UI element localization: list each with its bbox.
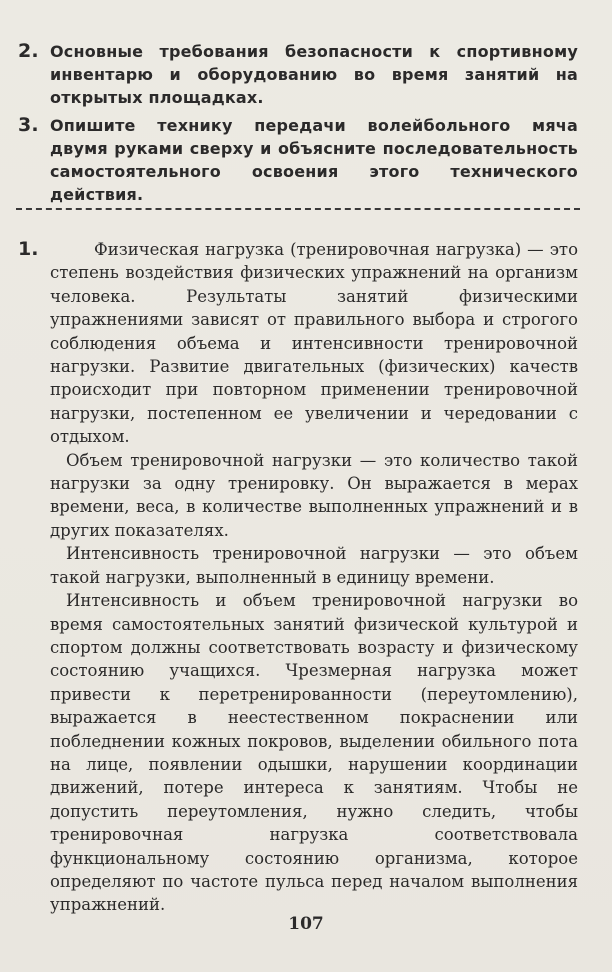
section-divider — [16, 208, 580, 210]
answer-paragraph: Объем тренировочной нагрузки — это количество такой нагрузки за одну тренировку. Он выражается в мерах времени, веса, в количестве выполненных упражнений и в других показателях. — [50, 450, 578, 540]
question-2 — [18, 40, 578, 109]
answer-1 — [18, 238, 578, 917]
question-number: 3. — [18, 114, 39, 136]
answer-number: 1. — [18, 238, 39, 260]
question-3 — [18, 114, 578, 206]
page-number: 107 — [288, 914, 324, 934]
question-text: Опишите технику передачи волейбольного мяча двумя руками сверху и объясните последовательность самостоятельного освоения этого технического действия. — [50, 116, 578, 204]
answer-paragraph: Физическая нагрузка (тренировочная нагрузка) — это степень воздействия физических упражнений на организм человека. Результаты занятий физическими упражнениями зависят от правильного выбора и строгого соблюдения объема и интенсивности тренировочной нагрузки. Развитие двигательных (физических) качеств происходит при повторном применении тренировочной нагрузки, постепенном ее увеличении и чередовании с отдыхом. — [50, 240, 578, 447]
question-text: Основные требования безопасности к спортивному инвентарю и оборудованию во время занятий на открытых площадках. — [50, 42, 578, 107]
answer-paragraph: Интенсивность тренировочной нагрузки — это объем такой нагрузки, выполненный в единицу времени. — [50, 544, 578, 587]
question-number: 2. — [18, 40, 39, 62]
answer-paragraph: Интенсивность и объем тренировочной нагрузки во время самостоятельных занятий физической культурой и спортом должны соответствовать возрасту и физическому состоянию учащихся. Чрезмерная нагрузка может привести к перетренированности (переутомлению), выражается в неестественном покраснении или побледнении кожных покровов, выделении обильного пота на лице, появлении одышки, нарушении координации движений, потере интереса к занятиям. Чтобы не допустить переутомления, нужно следить, чтобы тренировочная нагрузка соответствовала функциональному состоянию организма, которое определяют по частоте пульса перед началом выполнения упражнений. — [50, 591, 578, 915]
